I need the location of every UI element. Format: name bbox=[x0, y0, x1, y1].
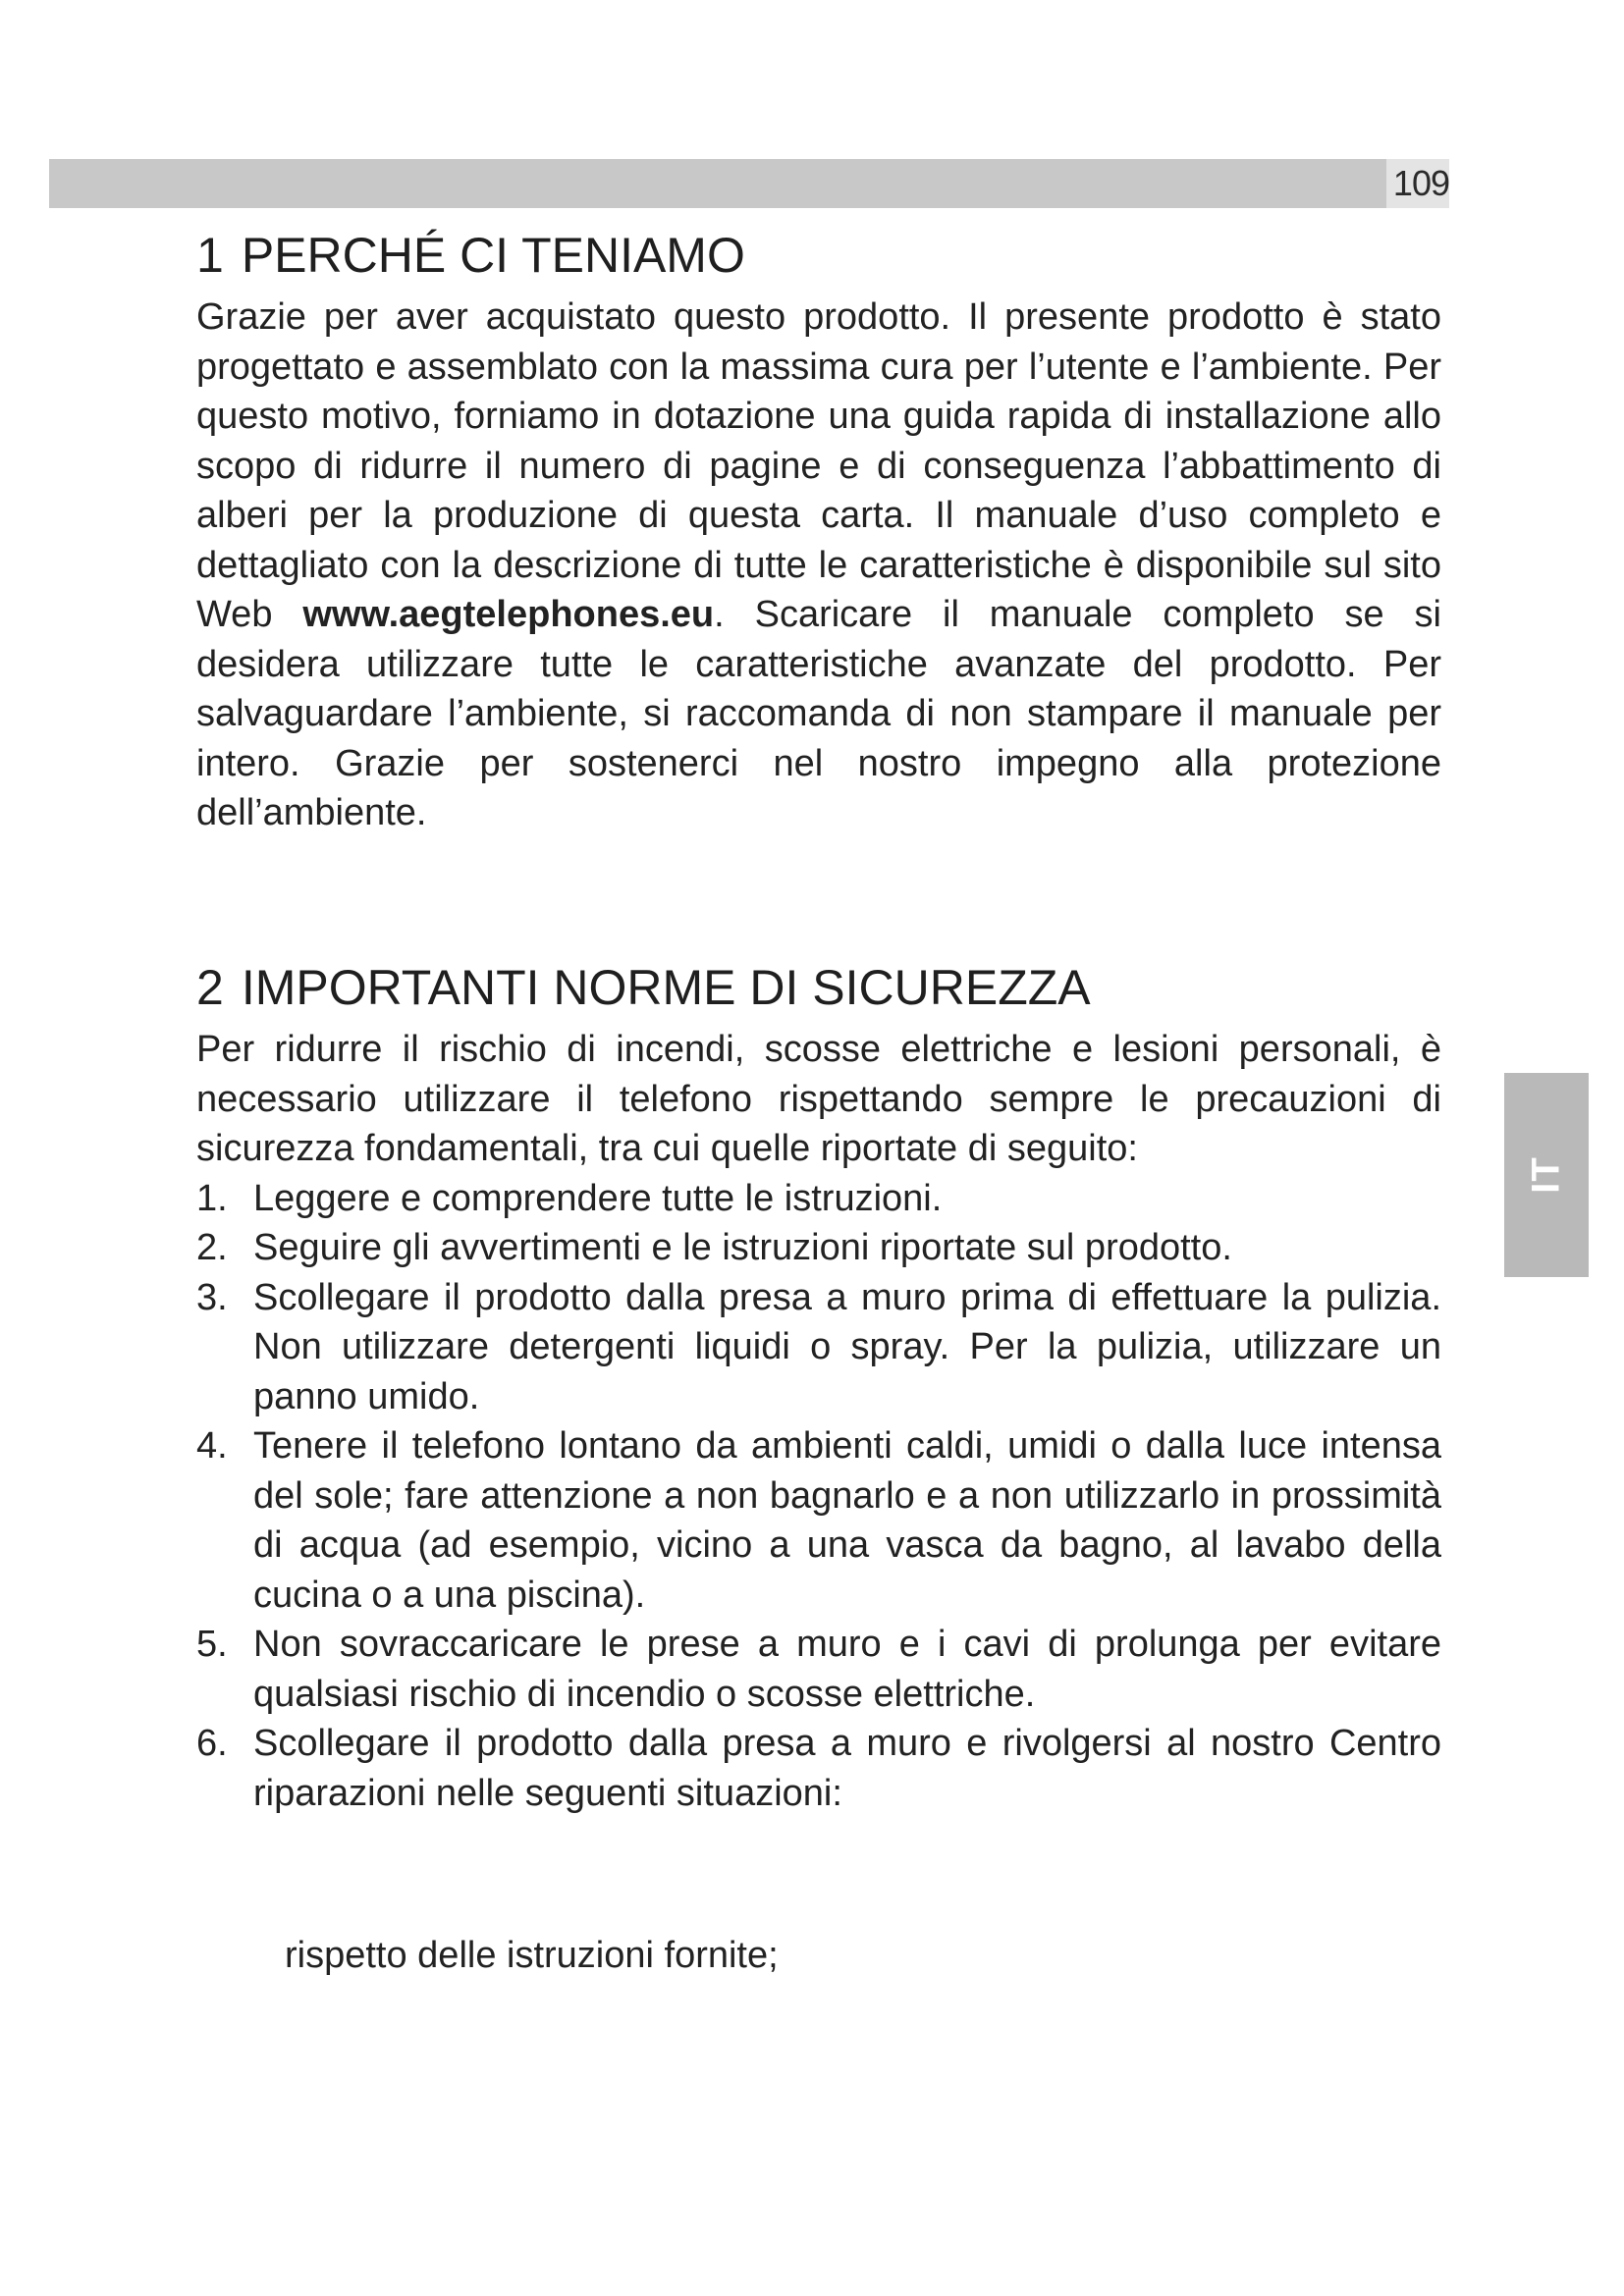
list-item-marker: 1. bbox=[196, 1177, 228, 1219]
list-item bbox=[196, 1273, 1441, 1422]
list-item-text: Tenere il telefono lontano da ambienti caldi, umidi o dalla luce intensa del sole; fare attenzione a non bagnarlo e a non utilizzarlo in prossimità di acqua (ad esempio, vicino a una vasca da bagno, al lavabo della cucina o a una piscina). bbox=[253, 1425, 1441, 1616]
list-item bbox=[196, 1223, 1441, 1273]
page-number: 109 bbox=[1386, 159, 1449, 208]
trailing-line: rispetto delle istruzioni fornite; bbox=[285, 1935, 779, 1976]
list-item bbox=[196, 1620, 1441, 1719]
section-1-text-after-url: . Scaricare il manuale completo se si desidera utilizzare tutte le caratteristiche avanzate del prodotto. Per salvaguardare l’ambiente, si raccomanda di non stampare il manuale per intero. Grazie per sostenerci nel nostro impegno alla protezione dell’ambiente. bbox=[196, 594, 1441, 833]
section-2 bbox=[196, 956, 1441, 1818]
language-tab-label: IT bbox=[1524, 1156, 1568, 1194]
header-bar bbox=[49, 159, 1396, 208]
list-item bbox=[196, 1719, 1441, 1818]
list-item-marker: 4. bbox=[196, 1425, 228, 1467]
list-item-marker: 5. bbox=[196, 1624, 228, 1665]
list-item-marker: 6. bbox=[196, 1723, 228, 1764]
section-1-paragraph bbox=[196, 293, 1441, 838]
section-1 bbox=[196, 224, 1441, 838]
section-1-title bbox=[196, 224, 1441, 287]
section-1-text-before-url: Grazie per aver acquistato questo prodotto. Il presente prodotto è stato progettato e assemblato con la massima cura per l’utente e l’ambiente. Per questo motivo, forniamo in dotazione una guida rapida di installazione allo scopo di ridurre il numero di pagine e di conseguenza l’abbattimento di alberi per la produzione di questa carta. Il manuale d’uso completo e dettagliato con la descrizione di tutte le caratteristiche è disponibile sul sito Web bbox=[196, 296, 1441, 635]
list-item bbox=[196, 1421, 1441, 1620]
safety-list bbox=[196, 1174, 1441, 1819]
section-2-title-text: IMPORTANTI NORME DI SICUREZZA bbox=[241, 960, 1091, 1015]
section-1-title-text: PERCHÉ CI TENIAMO bbox=[241, 228, 745, 283]
list-item-text: Non sovraccaricare le prese a muro e i cavi di prolunga per evitare qualsiasi rischio di incendio o scosse elettriche. bbox=[253, 1624, 1441, 1715]
section-1-number: 1 bbox=[196, 228, 224, 283]
website-link[interactable]: www.aegtelephones.eu bbox=[302, 594, 715, 635]
section-2-number: 2 bbox=[196, 960, 224, 1015]
section-2-intro: Per ridurre il rischio di incendi, scosse elettriche e lesioni personali, è necessario utilizzare il telefono rispettando sempre le precauzioni di sicurezza fondamentali, tra cui quelle riportate di seguito: bbox=[196, 1029, 1441, 1169]
list-item-text: Leggere e comprendere tutte le istruzioni. bbox=[253, 1177, 943, 1219]
section-2-title bbox=[196, 956, 1441, 1019]
list-item-marker: 2. bbox=[196, 1227, 228, 1268]
list-item bbox=[196, 1174, 1441, 1224]
list-item-text: Scollegare il prodotto dalla presa a muro e rivolgersi al nostro Centro riparazioni nelle seguenti situazioni: bbox=[253, 1723, 1441, 1814]
list-item-text: Scollegare il prodotto dalla presa a muro prima di effettuare la pulizia. Non utilizzare detergenti liquidi o spray. Per la pulizia, utilizzare un panno umido. bbox=[253, 1276, 1441, 1417]
list-item-text: Seguire gli avvertimenti e le istruzioni riportate sul prodotto. bbox=[253, 1227, 1232, 1268]
list-item-marker: 3. bbox=[196, 1276, 228, 1318]
language-tab bbox=[1504, 1073, 1589, 1277]
